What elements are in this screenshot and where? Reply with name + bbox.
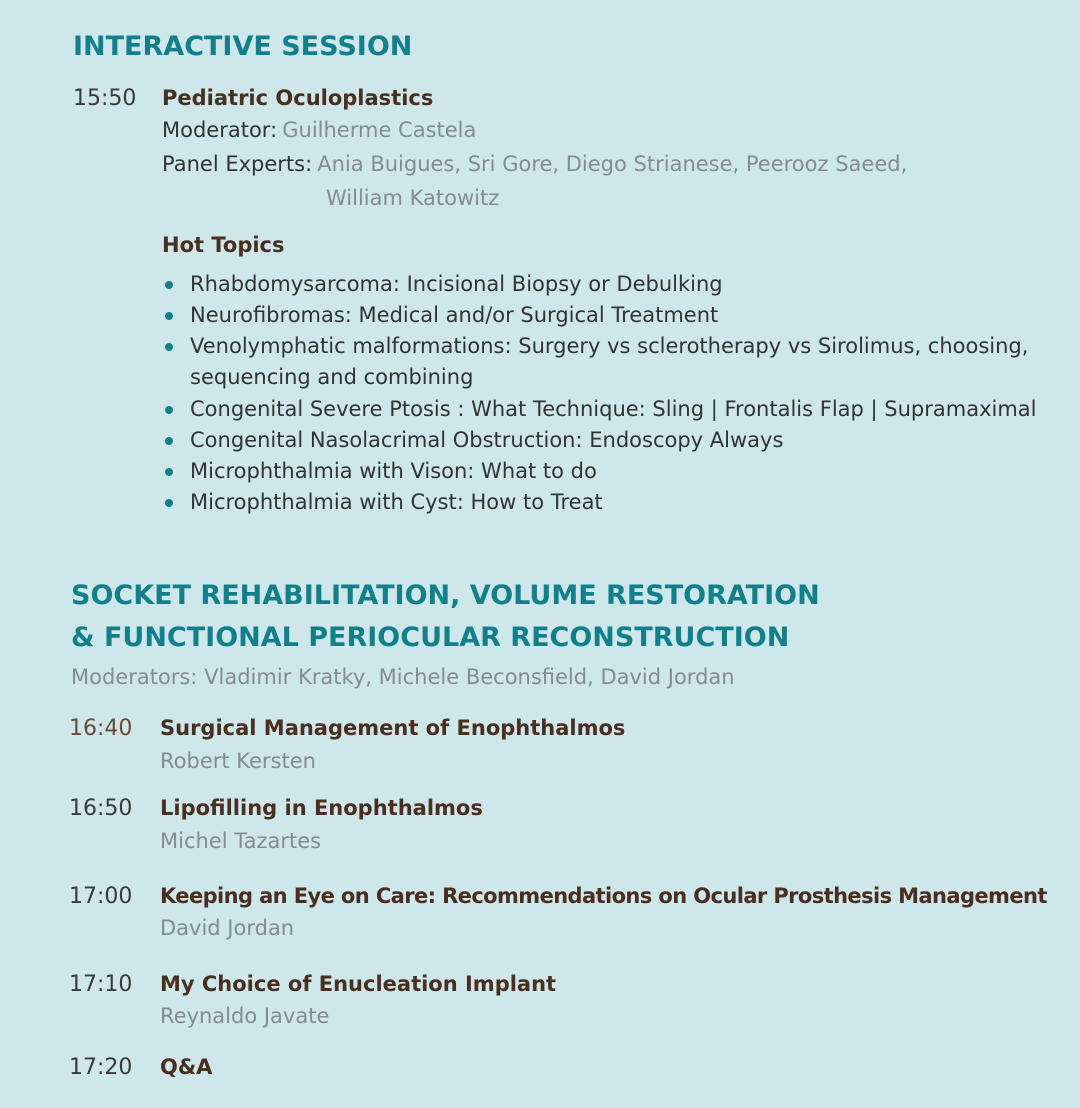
bullet-icon — [165, 281, 173, 289]
topic-item: Venolymphatic malformations: Surgery vs sclerotherapy vs Sirolimus, choosing, — [190, 334, 1029, 358]
talk-time: 17:20 — [69, 1055, 133, 1080]
talk-title: Lipofilling in Enophthalmos — [160, 796, 483, 820]
topic-item: Microphthalmia with Vison: What to do — [190, 459, 597, 483]
moderator-label: Moderator: — [162, 118, 278, 142]
panel-experts: Ania Buigues, Sri Gore, Diego Strianese, Peerooz Saeed, — [317, 152, 908, 176]
talk-time: 16:40 — [69, 716, 133, 741]
topic-item: Neurofibromas: Medical and/or Surgical Treatment — [190, 303, 719, 327]
panel-experts-line — [162, 152, 907, 176]
talk-time: 16:50 — [69, 796, 133, 821]
topic-item: Microphthalmia with Cyst: How to Treat — [190, 490, 603, 514]
panel-experts-continued: William Katowitz — [326, 186, 500, 210]
moderator-line — [162, 118, 476, 142]
talk-title: Q&A — [160, 1055, 213, 1079]
session-title: Pediatric Oculoplastics — [162, 86, 434, 110]
talk-speaker: Reynaldo Javate — [160, 1004, 330, 1028]
bullet-icon — [165, 406, 173, 414]
talk-title: Surgical Management of Enophthalmos — [160, 716, 626, 740]
talk-time: 17:00 — [69, 884, 133, 909]
topic-item: Congenital Severe Ptosis : What Technique: Sling | Frontalis Flap | Supramaximal — [190, 397, 1037, 421]
bullet-icon — [165, 468, 173, 476]
bullet-icon — [165, 312, 173, 320]
hot-topics-title: Hot Topics — [162, 233, 285, 257]
section-heading-socket-line1: SOCKET REHABILITATION, VOLUME RESTORATION — [71, 580, 820, 611]
session-time: 15:50 — [73, 86, 137, 111]
bullet-icon — [165, 437, 173, 445]
topic-item: Congenital Nasolacrimal Obstruction: Endoscopy Always — [190, 428, 784, 452]
talk-speaker: Robert Kersten — [160, 749, 316, 773]
talk-title: My Choice of Enucleation Implant — [160, 972, 557, 996]
bullet-icon — [165, 343, 173, 351]
talk-speaker: Michel Tazartes — [160, 829, 322, 853]
panel-label: Panel Experts: — [162, 152, 313, 176]
talk-time: 17:10 — [69, 972, 133, 997]
topic-item: Rhabdomysarcoma: Incisional Biopsy or Debulking — [190, 272, 723, 296]
topic-item-continued: sequencing and combining — [190, 365, 474, 389]
talk-speaker: David Jordan — [160, 916, 295, 940]
bullet-icon — [165, 499, 173, 507]
moderator-name: Guilherme Castela — [282, 118, 477, 142]
section-heading-socket-line2: & FUNCTIONAL PERIOCULAR RECONSTRUCTION — [71, 622, 790, 653]
moderators-line: Moderators: Vladimir Kratky, Michele Beconsfield, David Jordan — [71, 665, 735, 689]
section-heading-interactive: INTERACTIVE SESSION — [73, 31, 413, 62]
talk-title: Keeping an Eye on Care: Recommendations on Ocular Prosthesis Management — [160, 884, 1047, 908]
